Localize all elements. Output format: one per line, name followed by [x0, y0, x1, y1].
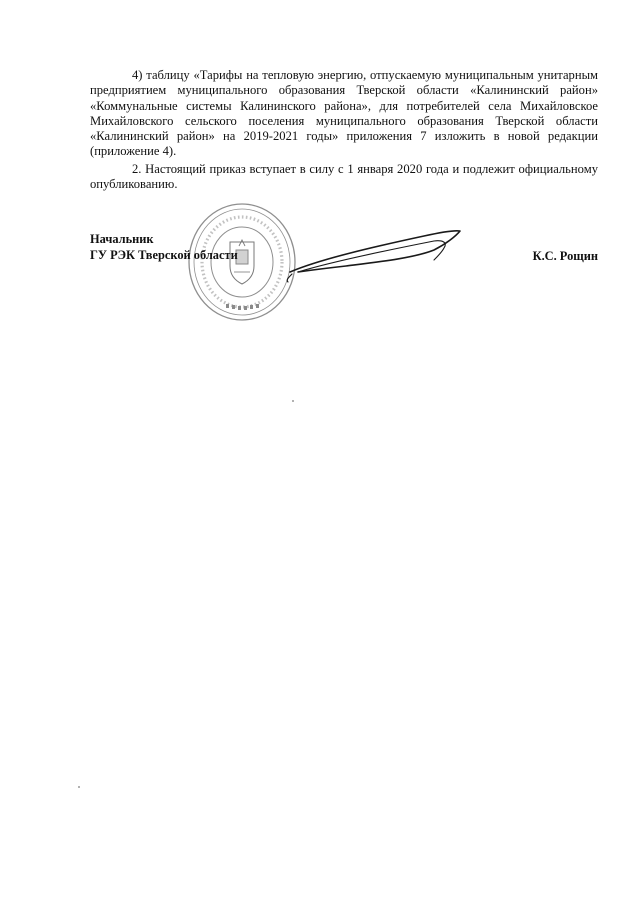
position-title: Начальник: [90, 232, 154, 246]
document-body: [90, 68, 598, 192]
signatory-position: [90, 232, 238, 263]
signatory-name: К.С. Рощин: [532, 249, 598, 263]
signature-block: [90, 232, 598, 272]
organization-name: ГУ РЭК Тверской области: [90, 247, 238, 262]
paragraph-clause-2: 2. Настоящий приказ вступает в силу с 1 января 2020 года и подлежит официальному опубликованию.: [90, 161, 598, 192]
scan-speck: [78, 786, 80, 788]
paragraph-item-4: 4) таблицу «Тарифы на тепловую энергию, отпускаемую муниципальным унитарным предприятием муниципального образования Тверской области «Калининский район» «Коммунальные системы Калининского района», для потребителей села Михайловское Михайловского сельского поселения муниципального образования Тверской области «Калининский район» на 2019-2021 годы» приложения 7 изложить в новой редакции (приложение 4).: [90, 68, 598, 159]
scan-speck: [292, 400, 294, 402]
